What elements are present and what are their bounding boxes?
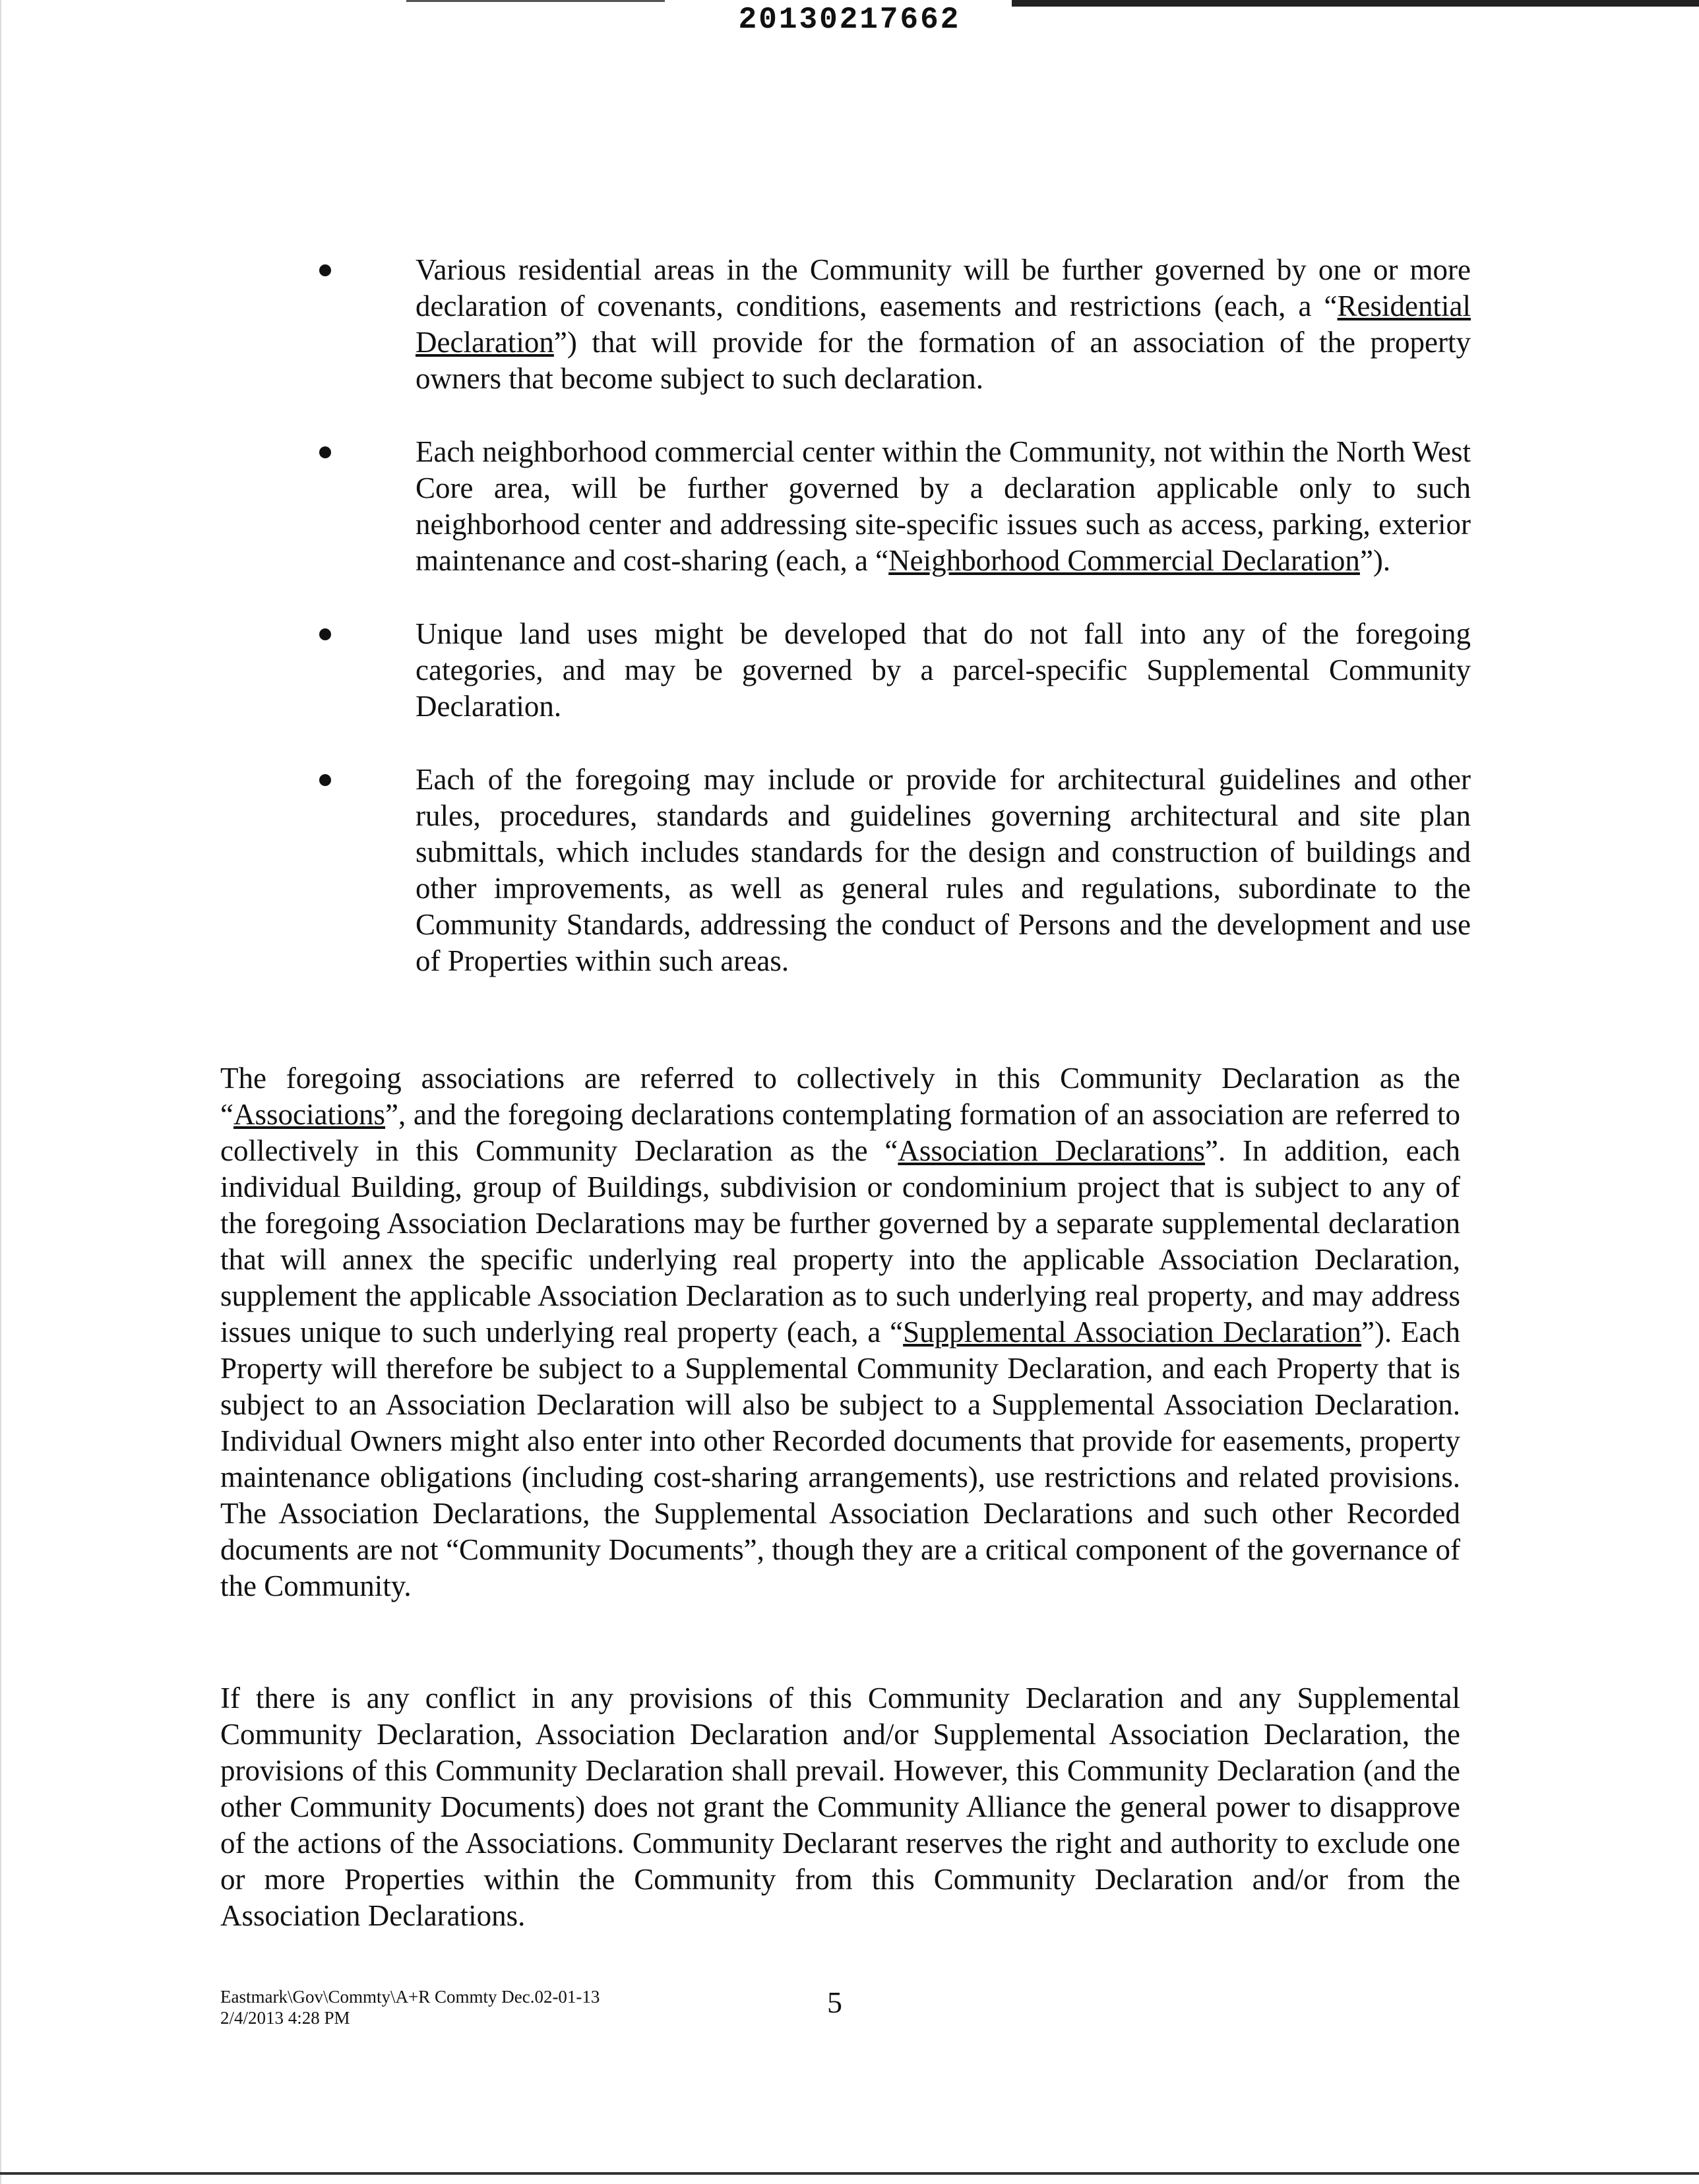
top-left-rule: [406, 0, 665, 2]
bullet-text: Each of the foregoing may include or provide for architectural guidelines and other rules, procedures, standards and guidelines governing architectural and site plan submittals, which includes standards for the design and construction of buildings and other improvements, as well as general rules and regulations, subordinate to the Community Standards, addressing the conduct of Persons and the development and use of Properties within such areas.: [416, 763, 1471, 977]
bullet-icon: [319, 446, 331, 458]
bullet-icon: [319, 628, 331, 640]
bullet-item-residential: [310, 252, 1471, 397]
defined-term-associations: Associations: [233, 1098, 385, 1131]
bullet-item-neighborhood: [310, 434, 1471, 579]
defined-term-residential-declaration: Residential Declaration: [416, 289, 1471, 359]
bullet-item-unique-land-uses: [310, 616, 1471, 725]
paragraph-conflict: If there is any conflict in any provisions of this Community Declaration and any Supplemental Community Declaration, Association Declaration and/or Supplemental Association Declaration, the provisions of this Community Declaration shall prevail. However, this Community Declaration (and the other Community Documents) does not grant the Community Alliance the general power to disapprove of the actions of the Associations. Community Declarant reserves the right and authority to exclude one or more Properties within the Community from this Community Declaration and/or from the Association Declarations.: [220, 1682, 1460, 1932]
footer-info: [220, 1986, 600, 2028]
bullet-icon: [319, 774, 331, 786]
paragraph-text: ”, and the foregoing declarations contemplating formation of an association are referred to collectively in this Community Declaration as the “: [220, 1098, 1460, 1167]
bullet-text: Unique land uses might be developed that do not fall into any of the foregoing categories, and may be governed by a parcel-specific Supplemental Community Declaration.: [416, 617, 1471, 723]
footer-file-path: Eastmark\Gov\Commty\A+R Commty Dec.02-01-13: [220, 1987, 600, 2007]
bullet-text: Each neighborhood commercial center within the Community, not within the North West Core area, will be further governed by a declaration applicable only to such neighborhood center and addressing site-specific issues such as access, parking, exterior maintenance and cost-sharing (each, a “: [416, 435, 1471, 577]
defined-term-supplemental-association-declaration: Supplemental Association Declaration: [903, 1316, 1362, 1349]
document-number: 20130217662: [738, 3, 961, 37]
bullet-list: [310, 252, 1471, 1016]
defined-term-association-declarations: Association Declarations: [898, 1134, 1205, 1167]
bullet-item-architectural-guidelines: [310, 762, 1471, 979]
paragraph-text: ”. In addition, each individual Building, group of Buildings, subdivision or condominium project that is subject to any of the foregoing Association Declarations may be further governed by a separate supplemental declaration that will annex the specific underlying real property into the applicable Association Declaration, supplement the applicable Association Declaration as to such underlying real property, and may address issues unique to such underlying real property (each, a “: [220, 1134, 1461, 1349]
bullet-text: ”) that will provide for the formation of an association of the property owners that become subject to such declaration.: [416, 326, 1471, 395]
bullet-text: Various residential areas in the Community will be further governed by one or more declaration of covenants, conditions, easements and restrictions (each, a “: [416, 253, 1471, 322]
bottom-rule: [0, 2172, 1699, 2175]
page-number: 5: [827, 1986, 842, 2019]
footer-timestamp: 2/4/2013 4:28 PM: [220, 2008, 350, 2028]
defined-term-neighborhood-commercial-declaration: Neighborhood Commercial Declaration: [888, 544, 1360, 577]
scan-edge-line: [0, 0, 1, 2184]
paragraph-text: ”). Each Property will therefore be subject to a Supplemental Community Declaration, and each Property that is subject to an Association Declaration will also be subject to a Supplemental Association Declaration. Individual Owners might also enter into other Recorded documents that provide for easements, property maintenance obligations (including cost-sharing arrangements), use restrictions and related provisions. The Association Declarations, the Supplemental Association Declarations and such other Recorded documents are not “Community Documents”, though they are a critical component of the governance of the Community.: [220, 1316, 1460, 1602]
paragraph-text: The foregoing associations are referred to collectively in this Community Declaration as the “: [220, 1062, 1460, 1131]
paragraph-associations: [220, 1060, 1460, 1604]
bullet-icon: [319, 264, 331, 276]
bullet-text: ”).: [1359, 544, 1391, 577]
